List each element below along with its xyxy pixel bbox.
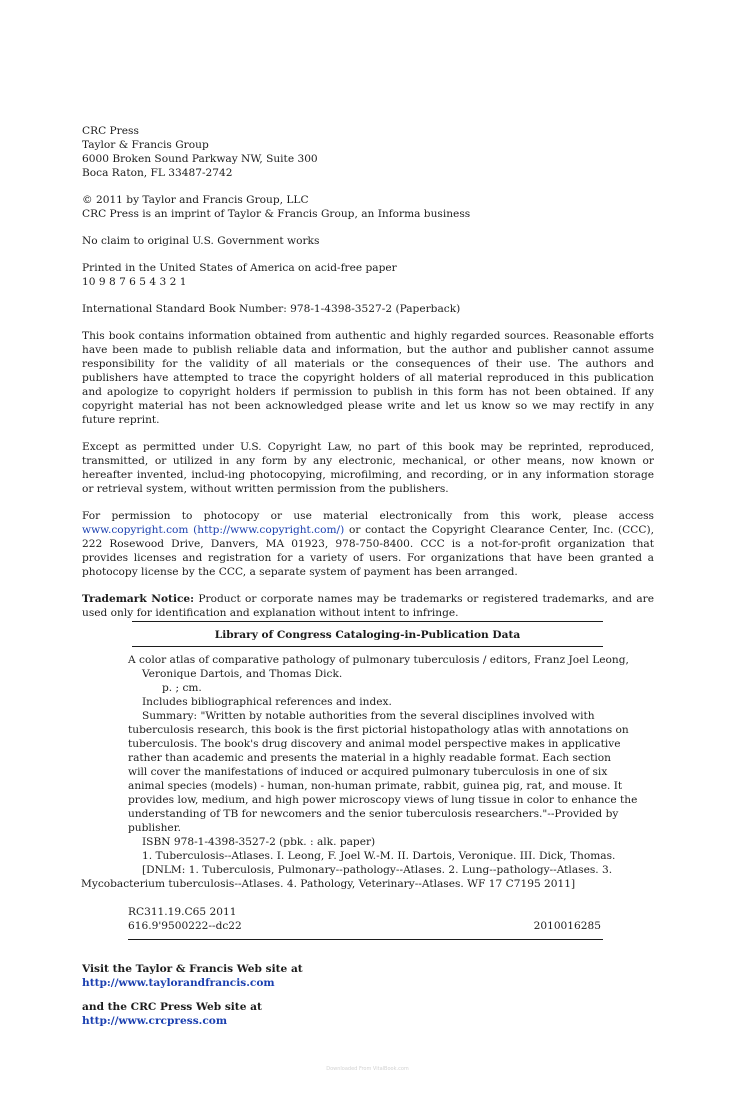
imprint-line: CRC Press is an imprint of Taylor & Francis Group, an Informa business bbox=[82, 208, 471, 220]
copyright-line: © 2011 by Taylor and Francis Group, LLC bbox=[82, 194, 309, 206]
no-claim-notice bbox=[82, 234, 654, 248]
cip-line: tuberculosis research, this book is the first pictorial histopathology atlas with annotations on bbox=[128, 724, 629, 736]
cip-line: Mycobacterium tuberculosis--Atlases. 4. Pathology, Veterinary--Atlases. WF 17 C7195 2011] bbox=[81, 878, 576, 890]
cip-line: will cover the manifestations of induced or acquired pulmonary tuberculosis in one of six bbox=[128, 766, 608, 778]
address-line: Boca Raton, FL 33487-2742 bbox=[82, 167, 233, 179]
printed-in-line: Printed in the United States of America on acid-free paper bbox=[82, 262, 397, 274]
address-line: 6000 Broken Sound Parkway NW, Suite 300 bbox=[82, 153, 318, 165]
trademark-text: Product or corporate names may be trademarks or registered trademarks, and are used only for identification and explanation without intent to infringe. bbox=[82, 593, 654, 619]
web-sites-block bbox=[82, 962, 303, 1028]
cip-line: rather than academic and presents the material in a highly readable format. Each section bbox=[128, 752, 611, 764]
cip-line: animal species (models) - human, non-human primate, rabbit, guinea pig, rat, and mouse. It bbox=[128, 780, 623, 792]
tf-site-label: Visit the Taylor & Francis Web site at bbox=[82, 963, 303, 975]
watermark: Downloaded From VitalBook.com bbox=[326, 1066, 409, 1072]
crc-site-label: and the CRC Press Web site at bbox=[82, 1001, 262, 1013]
cip-record bbox=[81, 653, 638, 891]
trademark-paragraph bbox=[82, 592, 654, 620]
cip-line: p. ; cm. bbox=[162, 682, 202, 694]
copyright-notice bbox=[82, 193, 654, 221]
dewey-number: 616.9'9500222--dc22 bbox=[128, 920, 242, 932]
cip-bottom-rule bbox=[128, 939, 603, 940]
cip-line: tuberculosis. The book's drug discovery and animal model perspective makes in applicative bbox=[128, 738, 621, 750]
cip-line: Includes bibliographical references and index. bbox=[142, 696, 392, 708]
copyright-com-link[interactable]: www.copyright.com bbox=[82, 524, 189, 536]
cip-line: understanding of TB for newcomers and the senior tuberculosis researchers."--Provided by bbox=[128, 808, 619, 820]
publisher-address bbox=[82, 124, 654, 180]
address-line: CRC Press bbox=[82, 125, 139, 137]
copyright-com-url-link[interactable]: (http://www.copyright.com/) bbox=[193, 524, 345, 536]
cip-line: provides low, medium, and high power microscopy views of lung tissue in color to enhance the bbox=[128, 794, 638, 806]
no-claim-line: No claim to original U.S. Government works bbox=[82, 235, 320, 247]
lc-call-number: RC311.19.C65 2011 bbox=[128, 906, 237, 918]
lccn: 2010016285 bbox=[533, 920, 601, 932]
sources-paragraph: This book contains information obtained from authentic and highly regarded sources. Reasonable efforts have been made to publish reliable data and information, but the author and publisher cannot assume responsibility for the validity of all materials or the consequences of their use. The authors and publishers have attempted to trace the copyright holders of all material reproduced in this publication and apologize to copyright holders if permission to publish in this form has not been obtained. If any copyright material has not been acknowledged please write and let us know so we may rectify in any future reprint. bbox=[82, 330, 654, 426]
permission-paragraph bbox=[82, 509, 654, 579]
printing-info bbox=[82, 261, 654, 289]
isbn-line: International Standard Book Number: 978-1-4398-3527-2 (Paperback) bbox=[82, 303, 461, 315]
cip-line: Summary: "Written by notable authorities from the several disciplines involved with bbox=[142, 710, 595, 722]
copyright-law-paragraph: Except as permitted under U.S. Copyright Law, no part of this book may be reprinted, reproduced, transmitted, or utilized in any form by any electronic, mechanical, or other means, now known or hereafter invented, includ-ing photocopying, microfilming, and recording, or in any information storage or retrieval system, without written permission from the publishers. bbox=[82, 441, 654, 495]
permission-text-continued: or contact the Copyright Clearance Center, Inc. (CCC), 222 Rosewood Drive, Danvers, MA 01923, 978-750-8400. CCC is a not-for-profit organization that provides licenses and registration for a variety of users. For organizations that have been granted a photocopy license by the CCC, a separate system of payment has been arranged. bbox=[82, 524, 654, 578]
cip-heading-rule bbox=[132, 646, 603, 647]
cip-line: Veronique Dartois, and Thomas Dick. bbox=[142, 668, 343, 680]
cip-line: publisher. bbox=[128, 822, 181, 834]
permission-text: For permission to photocopy or use material electronically from this work, please access bbox=[82, 510, 654, 522]
cip-line: 1. Tuberculosis--Atlases. I. Leong, F. Joel W.-M. II. Dartois, Veronique. III. Dick, Thomas. bbox=[142, 850, 616, 862]
cip-line: A color atlas of comparative pathology of pulmonary tuberculosis / editors, Franz Joel Leong, bbox=[128, 654, 629, 666]
print-line-numbers: 10 9 8 7 6 5 4 3 2 1 bbox=[82, 276, 187, 288]
cip-heading: Library of Congress Cataloging-in-Publication Data bbox=[214, 629, 521, 641]
cip-line: [DNLM: 1. Tuberculosis, Pulmonary--pathology--Atlases. 2. Lung--pathology--Atlases. 3. bbox=[142, 864, 613, 876]
address-line: Taylor & Francis Group bbox=[82, 139, 209, 151]
copyright-page-body bbox=[82, 124, 654, 633]
trademark-label: Trademark Notice: bbox=[82, 593, 195, 605]
isbn-notice bbox=[82, 302, 654, 316]
crc-site-link[interactable]: http://www.crcpress.com bbox=[82, 1015, 228, 1027]
cip-classification bbox=[128, 905, 603, 933]
cip-data-block bbox=[81, 621, 638, 940]
cip-line: ISBN 978-1-4398-3527-2 (pbk. : alk. paper) bbox=[142, 836, 376, 848]
tf-site-link[interactable]: http://www.taylorandfrancis.com bbox=[82, 977, 275, 989]
